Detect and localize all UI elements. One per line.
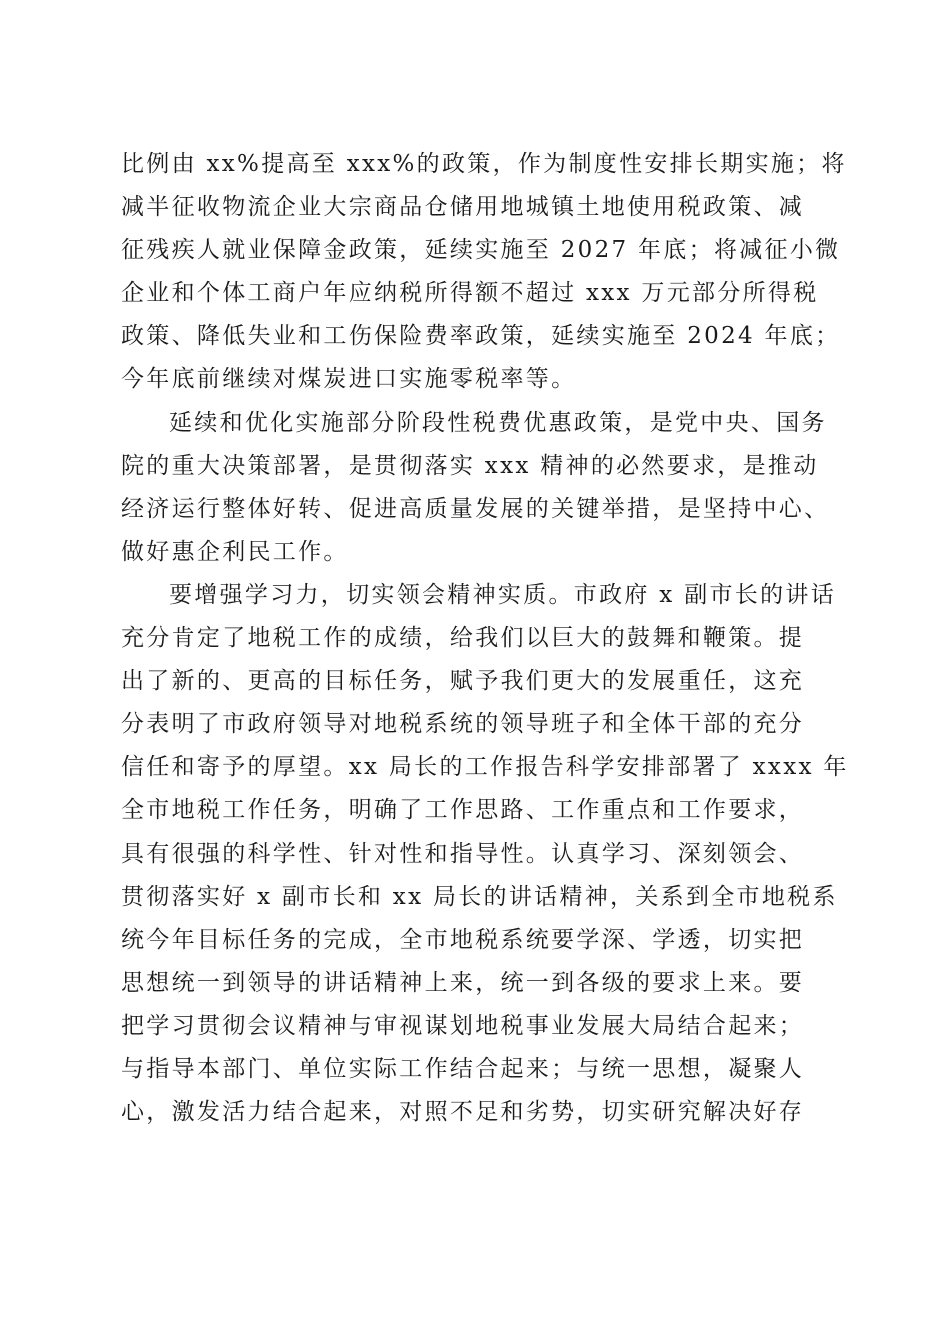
text-line: 减半征收物流企业大宗商品仓储用地城镇土地使用税政策、减: [121, 194, 805, 221]
paragraph-2: [121, 402, 839, 574]
text-line: 比例由 xx%提高至 xxx%的政策，作为制度性安排长期实施；将: [121, 151, 847, 177]
text-line: 信任和寄予的厚望。xx 局长的工作报告科学安排部署了 xxxx 年: [121, 754, 849, 781]
text-line: 贯彻落实好 x 副市长和 xx 局长的讲话精神，关系到全市地税系: [121, 883, 838, 910]
text-line: 思想统一到领导的讲话精神上来，统一到各级的要求上来。要: [121, 969, 805, 996]
text-line: 出了新的、更高的目标任务，赋予我们更大的发展重任，这充: [121, 668, 805, 695]
text-line: 心，激发活力结合起来，对照不足和劣势，切实研究解决好存: [121, 1099, 805, 1126]
text-line: 做好惠企利民工作。: [121, 538, 349, 565]
document-body: [121, 143, 849, 1134]
text-line: 经济运行整体好转、促进高质量发展的关键举措，是坚持中心、: [121, 495, 830, 522]
paragraph-1: [121, 143, 847, 402]
text-line: 要增强学习力，切实领会精神实质。市政府 x 副市长的讲话: [169, 581, 836, 608]
text-line: 政策、降低失业和工伤保险费率政策，延续实施至 2024 年底；: [121, 323, 841, 350]
paragraph-3: [121, 574, 849, 1134]
text-line: 与指导本部门、单位实际工作结合起来；与统一思想，凝聚人: [121, 1055, 805, 1082]
text-line: 全市地税工作任务，明确了工作思路、工作重点和工作要求，: [121, 797, 805, 824]
text-line: 延续和优化实施部分阶段性税费优惠政策，是党中央、国务: [169, 409, 827, 436]
text-line: 充分肯定了地税工作的成绩，给我们以巨大的鼓舞和鞭策。提: [121, 625, 805, 652]
text-line: 院的重大决策部署，是贯彻落实 xxx 精神的必然要求，是推动: [121, 452, 819, 479]
text-line: 征残疾人就业保障金政策，延续实施至 2027 年底；将减征小微: [121, 237, 841, 264]
text-line: 企业和个体工商户年应纳税所得额不超过 xxx 万元部分所得税: [121, 280, 819, 307]
text-line: 分表明了市政府领导对地税系统的领导班子和全体干部的充分: [121, 711, 805, 738]
text-line: 统今年目标任务的完成，全市地税系统要学深、学透，切实把: [121, 926, 805, 953]
text-line: 今年底前继续对煤炭进口实施零税率等。: [121, 366, 577, 393]
text-line: 具有很强的科学性、针对性和指导性。认真学习、深刻领会、: [121, 840, 805, 867]
text-line: 把学习贯彻会议精神与审视谋划地税事业发展大局结合起来；: [121, 1012, 805, 1039]
